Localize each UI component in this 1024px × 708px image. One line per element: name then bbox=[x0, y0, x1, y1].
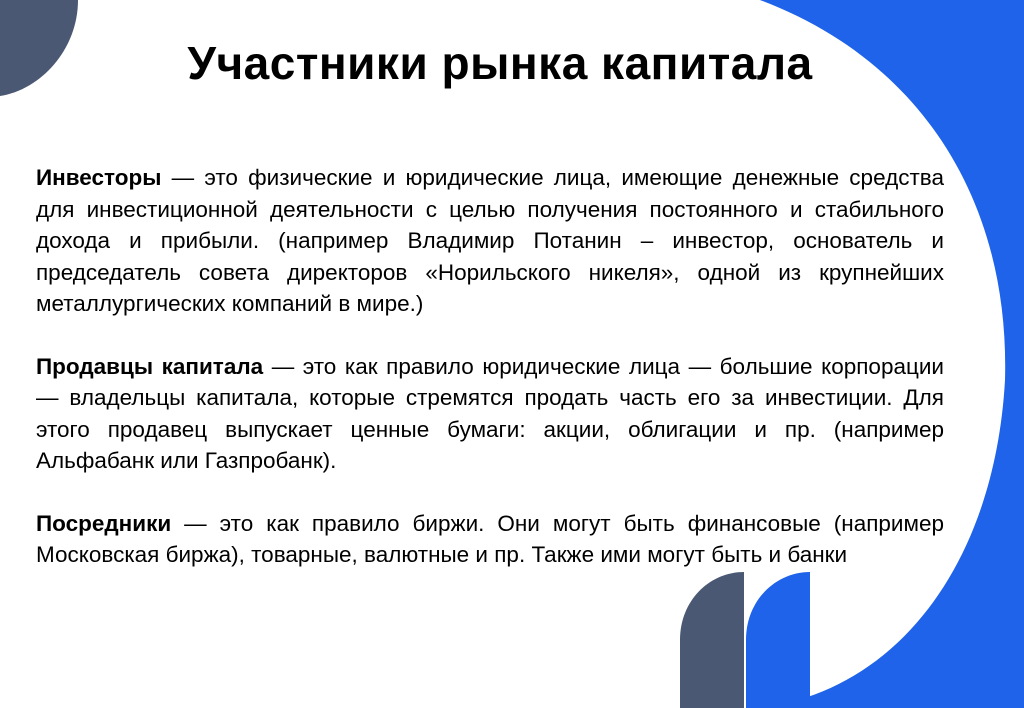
definition-intermediaries: — это как правило биржи. Они могут быть финансовые (например Московская биржа), товарные, валютные и пр. Также ими могут быть и банки bbox=[36, 510, 944, 567]
slide-body bbox=[36, 162, 944, 602]
term-intermediaries: Посредники bbox=[36, 510, 172, 536]
definition-investors: — это физические и юридические лица, имеющие денежные средства для инвестиционной деятельности с целью получения постоянного и стабильного дохода и прибыли. (например Владимир Потанин – инвестор, основатель и председатель совета директоров «Норильского никеля», одной из крупнейших металлургических компаний в мире.) bbox=[36, 165, 944, 316]
paragraph-intermediaries bbox=[36, 508, 944, 571]
term-capital-sellers: Продавцы капитала bbox=[36, 353, 264, 379]
definition-capital-sellers: — это как правило юридические лица — большие корпорации — владельцы капитала, которые стремятся продать часть его за инвестиции. Для этого продавец выпускает ценные бумаги: акции, облигации и пр. (например Альфабанк или Газпробанк). bbox=[36, 353, 944, 473]
paragraph-investors bbox=[36, 162, 944, 320]
slide-title: Участники рынка капитала bbox=[187, 37, 813, 89]
term-investors: Инвесторы bbox=[36, 165, 162, 190]
paragraph-capital-sellers bbox=[36, 351, 944, 477]
